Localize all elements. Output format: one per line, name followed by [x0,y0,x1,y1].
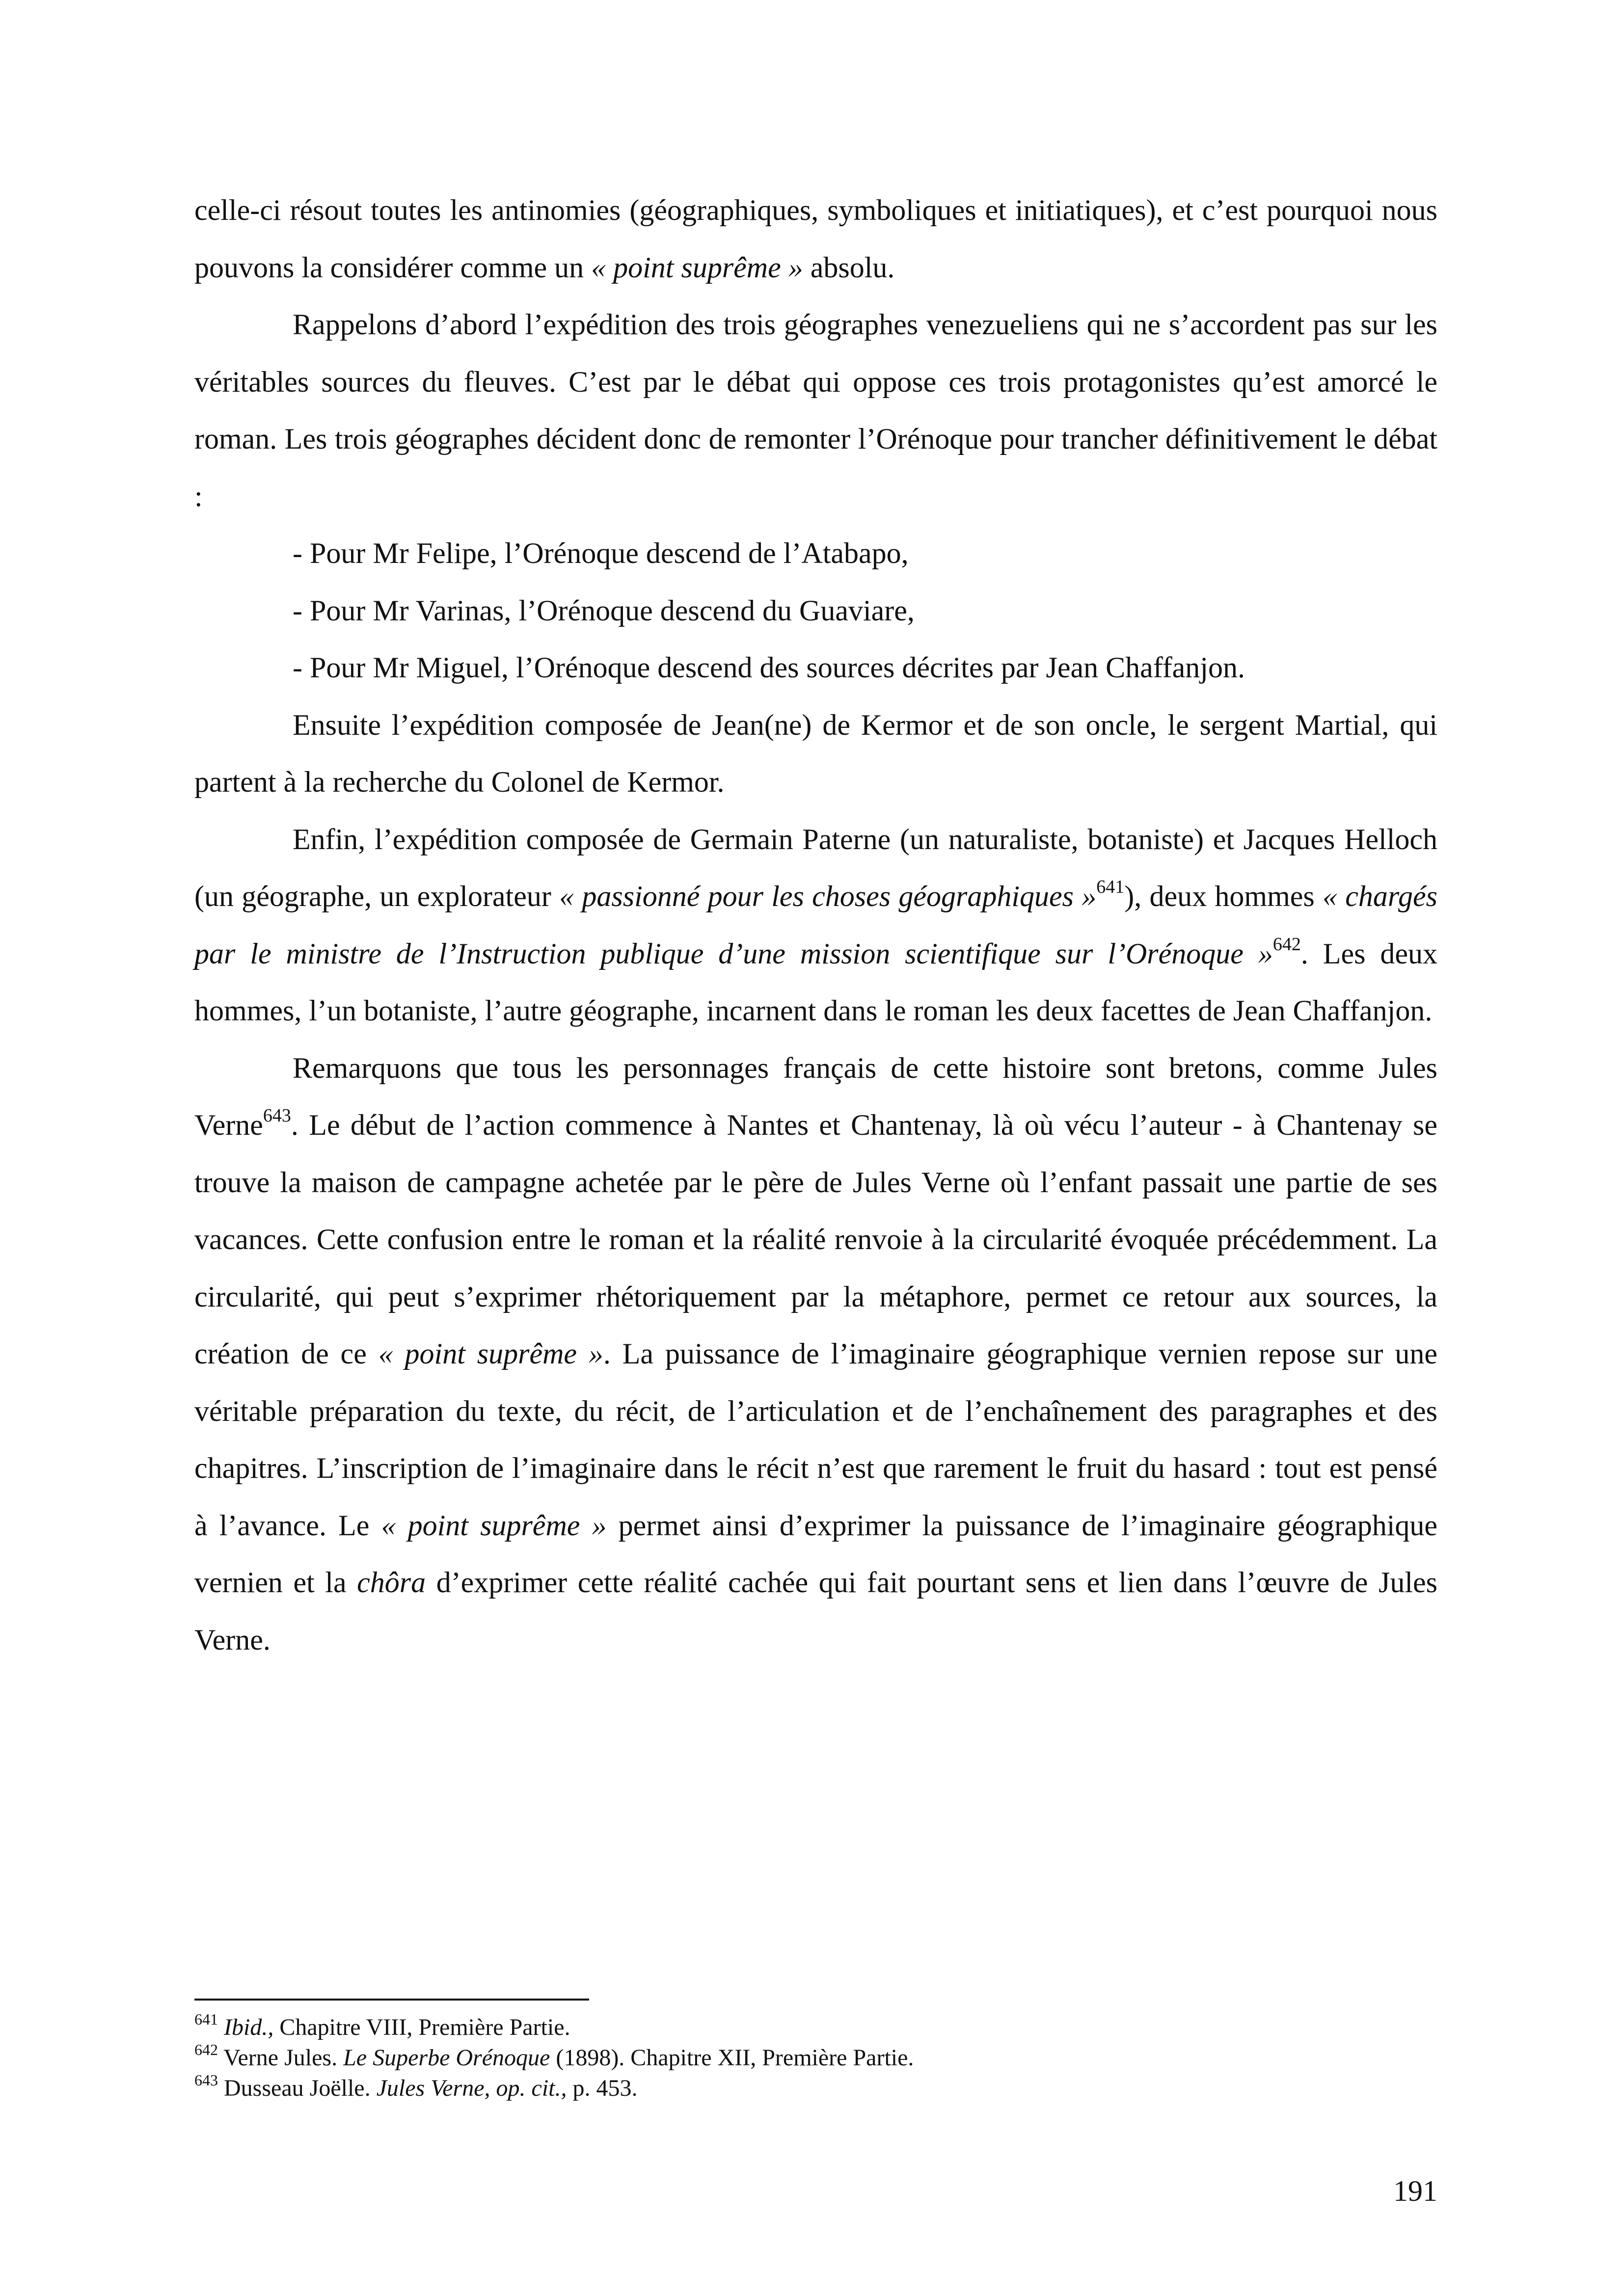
paragraph-1: Rappelons d’abord l’expédition des trois géographes venezueliens qui ne s’accordent pas sur les véritables sources du fleuves. C’est par le débat qui oppose ces trois protagonistes qu’est amorcé le roman. Les trois géographes décident donc de remonter l’Orénoque pour trancher définitivement le débat : [194,308,1437,512]
text-run: permet ainsi d’exprimer la puissance de l’imaginaire géographique vernien et la [194,1509,1438,1599]
footnotes [194,2012,1437,2104]
footnote-text: (1898). Chapitre XII, Première Partie. [550,2045,914,2071]
page-body [194,182,1437,1668]
page-number: 191 [1393,2175,1437,2207]
italic-quote: « point suprême » [381,1509,607,1542]
paragraph-0 [194,182,1437,296]
footnote-text: Chapitre VIII, Première Partie. [273,2014,570,2040]
footnote-641 [194,2012,1437,2043]
italic-quote: « point suprême » [591,251,803,284]
footnote-ref-643[interactable]: 643 [263,1105,291,1126]
footnote-italic: Le Superbe Orénoque [343,2045,550,2071]
list-item-miguel: - Pour Mr Miguel, l’Orénoque descend des sources décrites par Jean Chaffanjon. [293,651,1245,684]
italic-term: chôra [357,1566,426,1599]
footnote-number: 642 [194,2041,218,2058]
text-run: . La puissance de l’imaginaire géographique vernien repose sur une véritable préparation du texte, du récit, de l’articulation et de l’enchaînement des paragraphes et des chapitres. L’inscription de l’imaginaire dans le récit n’est que rarement le fruit du hasard : tout est pensé à l’avance. Le [194,1337,1437,1542]
list-item-felipe: - Pour Mr Felipe, l’Orénoque descend de l’Atabapo, [293,537,909,569]
footnote-643 [194,2073,1437,2104]
list-item-varinas: - Pour Mr Varinas, l’Orénoque descend du Guaviare, [293,594,915,627]
paragraph-2: Ensuite l’expédition composée de Jean(ne) de Kermor et de son oncle, le sergent Martial, qui partent à la recherche du Colonel de Kermor. [194,708,1437,798]
footnote-number: 643 [194,2071,218,2089]
text-run: celle-ci résout toutes les antinomies (géographiques, symboliques et initiatiques), et c’est pourquoi nous pouvons la considérer comme un [194,194,1437,284]
text-run: d’exprimer cette réalité cachée qui fait pourtant sens et lien dans l’œuvre de Jules Verne. [194,1566,1437,1656]
footnote-italic: Ibid., [224,2014,274,2040]
paragraph-4 [194,1040,1437,1669]
footnote-ref-641[interactable]: 641 [1096,877,1125,897]
italic-quote: « passionné pour les choses géographiques » [559,880,1097,912]
footnote-text: p. 453. [567,2075,638,2101]
italic-quote: « chargés par le ministre de l’Instruction publique d’une mission scientifique sur l’Orénoque » [194,880,1438,970]
footnote-text: Verne Jules. [218,2045,344,2071]
italic-quote: « point suprême » [378,1337,603,1370]
text-run: Enfin, l’expédition composée de Germain Paterne (un naturaliste, botaniste) et Jacques Helloch (un géographe, un explorateur [194,823,1437,912]
paragraph-3 [194,811,1437,1040]
text-run: absolu. [803,251,895,284]
footnote-number: 641 [194,2010,218,2028]
text-run: Remarquons que tous les personnages français de cette histoire sont bretons, comme Jules Verne [194,1051,1437,1141]
footnote-separator [194,1999,589,2001]
footnote-italic: Jules Verne, op. cit., [376,2075,567,2101]
footnote-text: Dusseau Joëlle. [218,2075,377,2101]
footnote-642 [194,2043,1437,2073]
text-run: . Le début de l’action commence à Nantes et Chantenay, là où vécu l’auteur - à Chantenay se trouve la maison de campagne achetée par le père de Jules Verne où l’enfant passait une partie de ses vacances. Cette confusion entre le roman et la réalité renvoie à la circularité évoquée précédemment. La circularité, qui peut s’exprimer rhétoriquement par la métaphore, permet ce retour aux sources, la création de ce [194,1109,1437,1370]
text-run: . Les deux hommes, l’un botaniste, l’autre géographe, incarnent dans le roman les deux facettes de Jean Chaffanjon. [194,937,1437,1027]
text-run: ), deux hommes [1124,880,1323,912]
footnote-ref-642[interactable]: 642 [1272,934,1301,955]
